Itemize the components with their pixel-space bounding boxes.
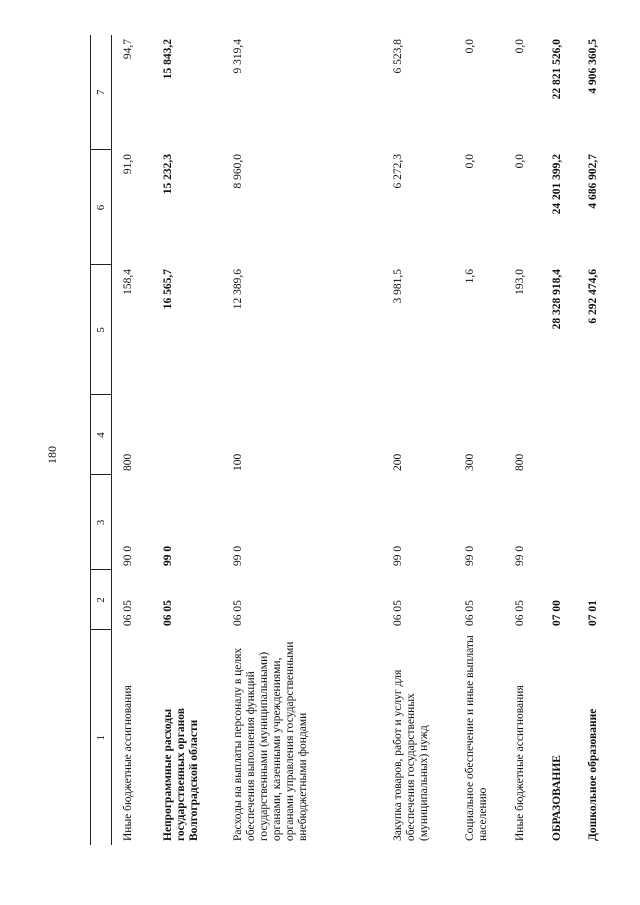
row-value-6: 24 201 399,2	[550, 154, 563, 215]
row-section-code: 06 05	[161, 600, 174, 626]
column-header: 5	[91, 265, 112, 395]
row-name: Социальное обеспечение и иные выплаты населению	[463, 635, 489, 841]
table-row	[382, 35, 454, 845]
row-target-code: 99 0	[463, 545, 476, 566]
row-value-5: 12 389,6	[231, 269, 244, 310]
row-expense-type	[152, 395, 222, 475]
column-header: 7	[91, 35, 112, 150]
table-row	[504, 35, 541, 845]
row-value-7: 22 821 526,0	[550, 39, 563, 100]
table-row	[577, 35, 607, 845]
rotated-content	[90, 35, 625, 845]
budget-sheet	[90, 35, 625, 845]
row-value-5: 6 292 474,6	[586, 269, 599, 324]
row-name: Расходы на выплаты персоналу в целях обеспечения выполнения функций государственными (муниципальными) органами, казенными учреждениями, органами управления государственными внебюджетными фондами	[231, 641, 309, 841]
column-header: 4	[91, 395, 112, 475]
row-value-6: 0,0	[513, 154, 526, 169]
row-expense-type: 100	[231, 453, 244, 471]
row-name: ОБРАЗОВАНИЕ	[550, 755, 563, 841]
row-value-7: 15 843,2	[161, 39, 174, 80]
row-expense-type: 300	[463, 453, 476, 471]
row-value-5: 28 328 918,4	[550, 269, 563, 330]
row-value-6: 91,0	[122, 154, 134, 175]
row-value-6: 8 960,0	[231, 154, 244, 189]
row-value-6: 15 232,3	[161, 154, 174, 195]
row-section-code: 06 05	[391, 600, 404, 626]
row-value-5: 3 981,5	[391, 269, 404, 304]
row-value-6: 4 686 902,7	[586, 154, 599, 209]
column-header: 3	[91, 475, 112, 570]
row-value-7: 6 523,8	[391, 39, 404, 74]
row-value-7: 94,7	[122, 39, 134, 60]
row-target-code	[541, 475, 577, 570]
row-expense-type: 800	[513, 453, 526, 471]
row-section-code: 06 05	[122, 600, 134, 626]
row-target-code: 99 0	[161, 545, 174, 566]
row-target-code: 99 0	[513, 545, 526, 566]
table-row	[454, 35, 504, 845]
table-row	[222, 35, 382, 845]
row-expense-type	[577, 395, 607, 475]
row-value-7: 9 319,4	[231, 39, 244, 74]
row-section-code: 06 05	[463, 600, 476, 626]
row-value-5: 16 565,7	[161, 269, 174, 310]
row-section-code: 06 05	[513, 600, 526, 626]
row-value-5: 193,0	[513, 269, 526, 295]
budget-table	[90, 35, 607, 845]
row-section-code: 07 01	[586, 600, 599, 626]
table-row	[541, 35, 577, 845]
column-header: 1	[91, 630, 112, 845]
row-expense-type	[541, 395, 577, 475]
row-value-7: 0,0	[513, 39, 526, 54]
header-row	[91, 35, 112, 845]
row-target-code: 90 0	[122, 545, 134, 566]
row-expense-type: 800	[122, 453, 134, 471]
row-value-7: 4 906 360,5	[586, 39, 599, 94]
row-name: Непрограммные расходы государственных органов Волгоградской области	[161, 708, 200, 841]
row-name: Иные бюджетные ассигнования	[122, 685, 134, 841]
row-value-5: 158,4	[122, 269, 134, 295]
row-target-code	[577, 475, 607, 570]
row-expense-type: 200	[391, 453, 404, 471]
row-value-6: 6 272,3	[391, 154, 404, 189]
row-target-code: 99 0	[391, 545, 404, 566]
row-target-code: 99 0	[231, 545, 244, 566]
column-header: 6	[91, 150, 112, 265]
page-number: 180	[45, 446, 59, 464]
row-value-7: 0,0	[463, 39, 476, 54]
row-name: Закупка товаров, работ и услуг для обеспечения государственных (муниципальных) нужд	[391, 669, 430, 841]
row-name: Иные бюджетные ассигнования	[513, 685, 526, 841]
row-section-code: 07 00	[550, 600, 563, 626]
row-value-5: 1,6	[463, 269, 476, 284]
column-header: 2	[91, 570, 112, 630]
row-section-code: 06 05	[231, 600, 244, 626]
table-row	[112, 35, 152, 845]
row-value-6: 0,0	[463, 154, 476, 169]
row-name: Дошкольное образование	[586, 708, 599, 841]
table-row	[152, 35, 222, 845]
